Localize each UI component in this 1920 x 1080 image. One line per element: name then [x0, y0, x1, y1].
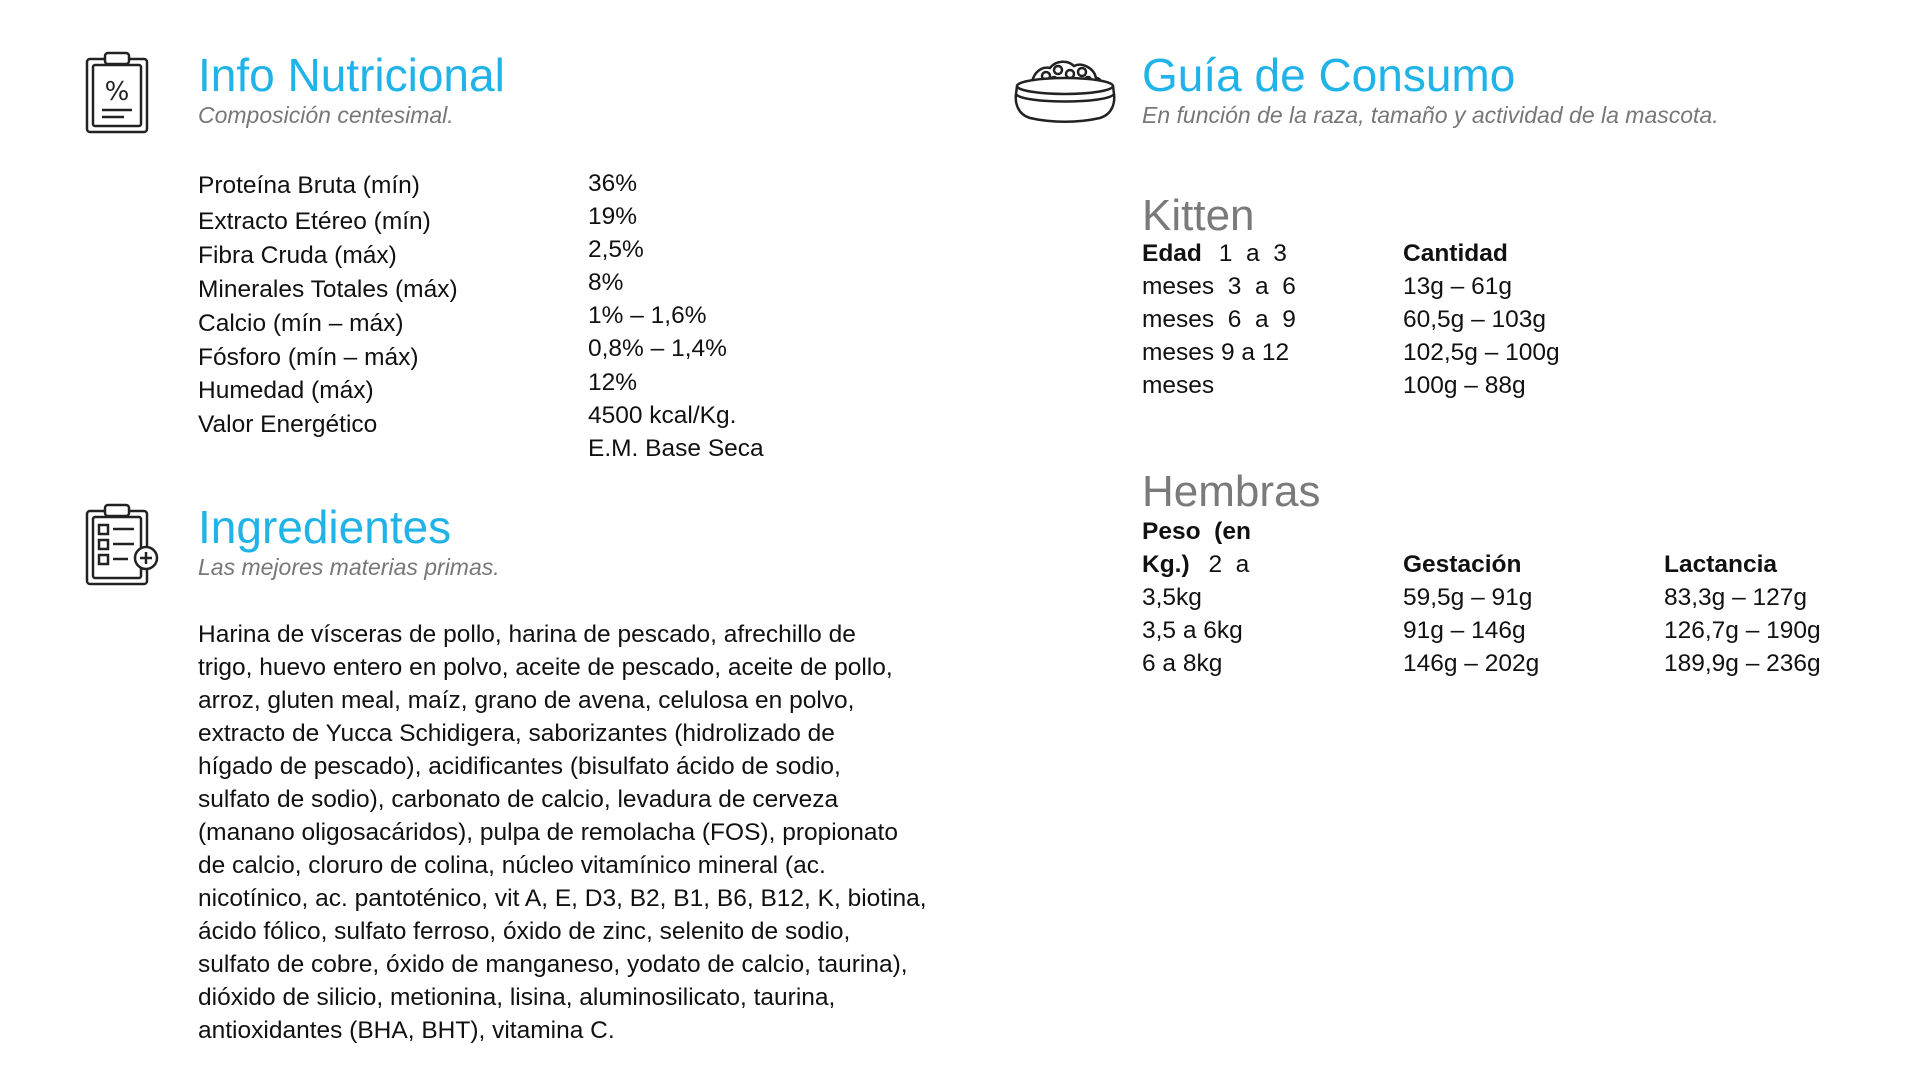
kitten-age-line: 1 a 3 — [1218, 240, 1287, 267]
kitten-amount-header: Cantidad — [1403, 240, 1508, 267]
nutrition-label: Minerales Totales (máx) — [198, 276, 458, 303]
females-weight-unit: Kg.) — [1142, 551, 1190, 578]
ingredients-line: extracto de Yucca Schidigera, saborizantes (hidrolizado de — [198, 720, 835, 747]
kitten-age-header — [1142, 242, 1287, 267]
females-lactation: 189,9g – 236g — [1664, 650, 1821, 677]
females-gestation: 59,5g – 91g — [1403, 584, 1533, 611]
kitten-amount: 13g – 61g — [1403, 273, 1512, 300]
nutrition-title: Info Nutricional — [198, 49, 505, 101]
ingredients-line: Harina de vísceras de pollo, harina de pescado, afrechillo de — [198, 621, 856, 648]
svg-text:%: % — [104, 77, 130, 107]
females-weight-line: 2 a — [1208, 551, 1250, 578]
females-lactation-header: Lactancia — [1664, 551, 1778, 578]
nutrition-value: 1% – 1,6% — [588, 302, 707, 329]
nutrition-label: Valor Energético — [198, 411, 378, 438]
females-lactation: 83,3g – 127g — [1664, 584, 1808, 611]
nutrition-value: 2,5% — [588, 236, 644, 263]
kitten-age-header-label: Edad — [1142, 240, 1202, 267]
females-weight-line: 6 a 8kg — [1142, 650, 1223, 677]
females-weight-header: Peso (en — [1142, 518, 1251, 545]
clipboard-checklist-icon — [84, 502, 160, 586]
nutrition-label: Humedad (máx) — [198, 377, 374, 404]
kitten-age-line: meses — [1142, 372, 1215, 399]
nutrition-subtitle: Composición centesimal. — [198, 102, 454, 128]
ingredients-line: nicotínico, ac. pantoténico, vit A, E, D3, B2, B1, B6, B12, K, biotina, — [198, 885, 927, 912]
kitten-amount: 102,5g – 100g — [1403, 339, 1560, 366]
guide-subtitle: En función de la raza, tamaño y actividad de la mascota. — [1142, 102, 1719, 128]
ingredients-line: (manano oligosacáridos), pulpa de remolacha (FOS), propionato — [198, 819, 898, 846]
ingredients-line: antioxidantes (BHA, BHT), vitamina C. — [198, 1017, 615, 1044]
nutrition-value: 4500 kcal/Kg. — [588, 402, 737, 429]
nutrition-value: 36% — [588, 170, 638, 197]
kitten-age-line: meses 9 a 12 — [1142, 339, 1290, 366]
nutrition-label: Calcio (mín – máx) — [198, 310, 404, 337]
kitten-age-line: meses 3 a 6 — [1142, 273, 1296, 300]
ingredients-line: ácido fólico, sulfato ferroso, óxido de zinc, selenito de sodio, — [198, 918, 851, 945]
nutrition-label: Fósforo (mín – máx) — [198, 344, 419, 371]
ingredients-line: de calcio, cloruro de colina, núcleo vitamínico mineral (ac. — [198, 852, 826, 879]
nutrition-label: Proteína Bruta (mín) — [198, 172, 420, 199]
females-gestation: 91g – 146g — [1403, 617, 1526, 644]
nutrition-value: 12% — [588, 369, 638, 396]
nutrition-value: 0,8% – 1,4% — [588, 335, 727, 362]
nutrition-value: 8% — [588, 269, 624, 296]
kitten-title: Kitten — [1142, 191, 1255, 240]
nutrition-value: E.M. Base Seca — [588, 435, 764, 462]
kitten-amount: 100g – 88g — [1403, 372, 1526, 399]
females-weight-line: 3,5 a 6kg — [1142, 617, 1243, 644]
ingredients-line: sulfato de sodio), carbonato de calcio, levadura de cerveza — [198, 786, 839, 813]
ingredients-text — [198, 618, 998, 1047]
ingredients-line: arroz, gluten meal, maíz, grano de avena, celulosa en polvo, — [198, 687, 855, 714]
nutrition-label: Extracto Etéreo (mín) — [198, 208, 431, 235]
ingredients-subtitle: Las mejores materias primas. — [198, 554, 500, 580]
ingredients-line: dióxido de silicio, metionina, lisina, aluminosilicato, taurina, — [198, 984, 836, 1011]
ingredients-line: hígado de pescado), acidificantes (bisulfato ácido de sodio, — [198, 753, 841, 780]
ingredients-line: trigo, huevo entero en polvo, aceite de pescado, aceite de pollo, — [198, 654, 893, 681]
nutrition-value: 19% — [588, 203, 638, 230]
nutrition-label: Fibra Cruda (máx) — [198, 242, 397, 269]
kitten-age-line: meses 6 a 9 — [1142, 306, 1296, 333]
females-weight-line: 3,5kg — [1142, 584, 1202, 611]
females-gestation-header: Gestación — [1403, 551, 1522, 578]
guide-title: Guía de Consumo — [1142, 49, 1516, 101]
pet-food-bowl-icon — [1012, 56, 1118, 124]
females-gestation: 146g – 202g — [1403, 650, 1540, 677]
ingredients-title: Ingredientes — [198, 501, 452, 553]
females-lactation: 126,7g – 190g — [1664, 617, 1821, 644]
females-title: Hembras — [1142, 467, 1321, 516]
ingredients-line: sulfato de cobre, óxido de manganeso, yodato de calcio, taurina), — [198, 951, 908, 978]
clipboard-percent-icon — [84, 50, 150, 134]
kitten-amount: 60,5g – 103g — [1403, 306, 1547, 333]
females-weight-header-cont — [1142, 553, 1249, 578]
